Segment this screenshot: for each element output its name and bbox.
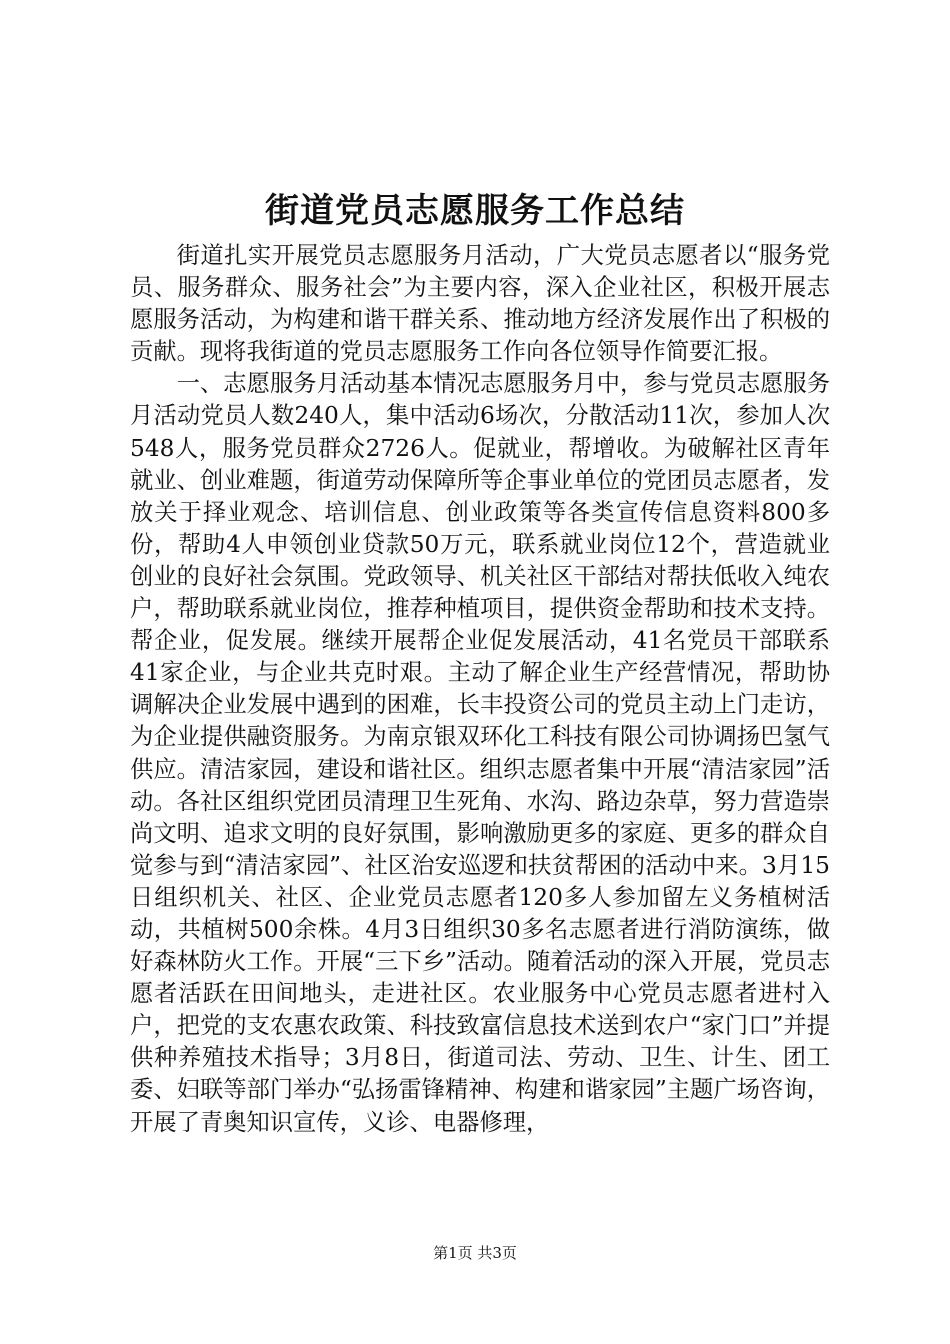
document-title: 街道党员志愿服务工作总结	[265, 191, 685, 231]
document-body	[130, 240, 830, 1139]
paragraph-intro: 街道扎实开展党员志愿服务月活动，广大党员志愿者以“服务党员、服务群众、服务社会”为主要内容，深入企业社区，积极开展志愿服务活动，为构建和谐干群关系、推动地方经济发展作出了积极的贡献。现将我街道的党员志愿服务工作向各位领导作简要汇报。	[130, 242, 830, 366]
page-number: 第1页 共3页	[433, 1244, 517, 1262]
paragraph-section-one: 一、志愿服务月活动基本情况志愿服务月中，参与党员志愿服务月活动党员人数240人，集中活动6场次，分散活动11次，参加人次548人，服务党员群众2726人。促就业，帮增收。为破解社区青年就业、创业难题，街道劳动保障所等企事业单位的党团员志愿者，发放关于择业观念、培训信息、创业政策等各类宣传信息资料800多份，帮助4人申领创业贷款50万元，联系就业岗位12个，营造就业创业的良好社会氛围。党政领导、机关社区干部结对帮扶低收入纯农户，帮助联系就业岗位，推荐种植项目，提供资金帮助和技术支持。帮企业，促发展。继续开展帮企业促发展活动，41名党员干部联系41家企业，与企业共克时艰。主动了解企业生产经营情况，帮助协调解决企业发展中遇到的困难，长丰投资公司的党员主动上门走访，为企业提供融资服务。为南京银双环化工科技有限公司协调扬巴氢气供应。清洁家园，建设和谐社区。组织志愿者集中开展“清洁家园”活动。各社区组织党团员清理卫生死角、水沟、路边杂草，努力营造崇尚文明、追求文明的良好氛围，影响激励更多的家庭、更多的群众自觉参与到“清洁家园”、社区治安巡逻和扶贫帮困的活动中来。3月15日组织机关、社区、企业党员志愿者120多人参加留左义务植树活动，共植树500余株。4月3日组织30多名志愿者进行消防演练，做好森林防火工作。开展“三下乡”活动。随着活动的深入开展，党员志愿者活跃在田间地头，走进社区。农业服务中心党员志愿者进村入户，把党的支农惠农政策、科技致富信息技术送到农户“家门口”并提供种养殖技术指导；3月8日，街道司法、劳动、卫生、计生、团工委、妇联等部门举办“弘扬雷锋精神、构建和谐家园”主题广场咨询，开展了青奥知识宣传，义诊、电器修理，	[130, 370, 830, 1136]
